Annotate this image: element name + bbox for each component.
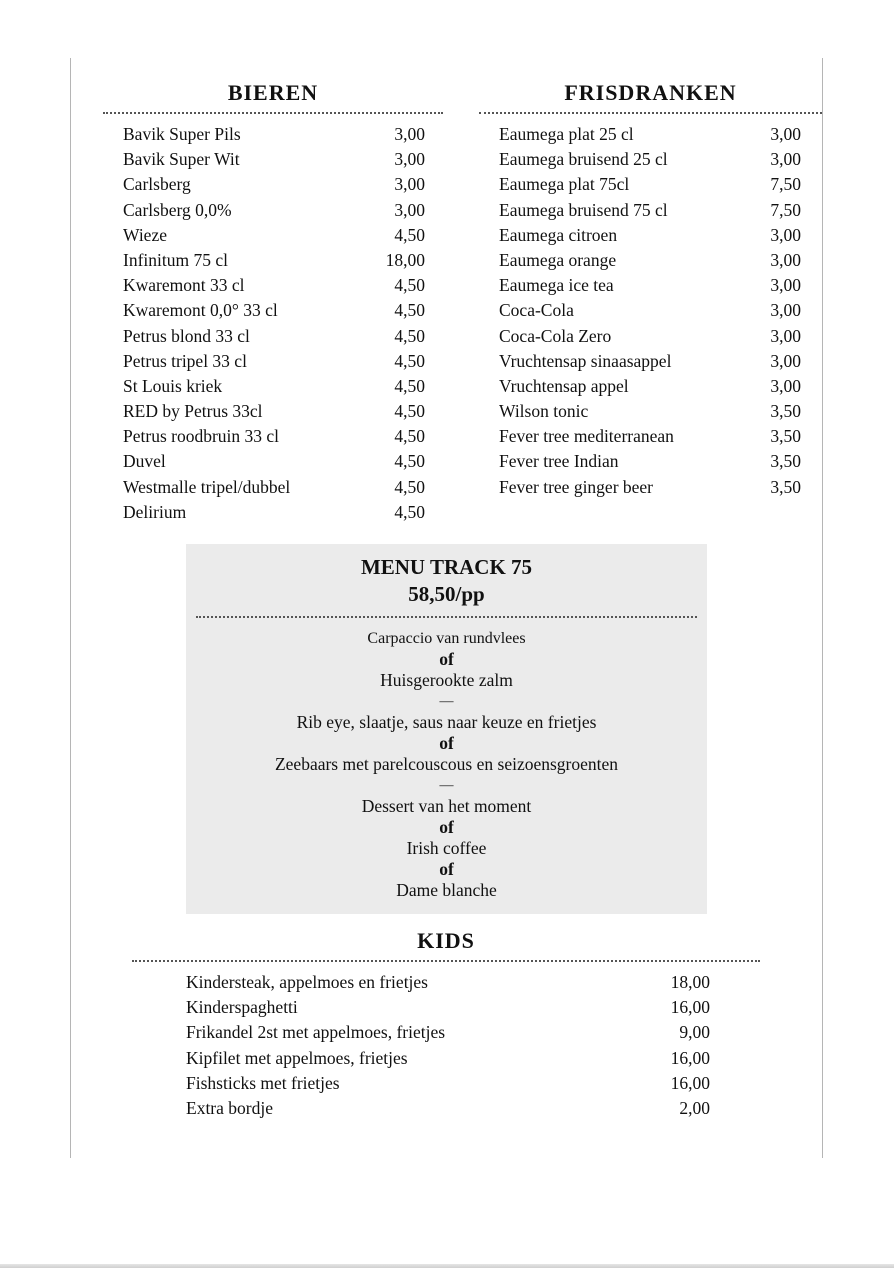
page-bottom-edge [0,1264,894,1268]
item-name: St Louis kriek [123,375,223,396]
item-name: Bavik Super Pils [123,124,241,144]
menu-item-row [103,324,443,349]
item-name: Kwaremont 33 cl [123,275,245,296]
item-price: 4,50 [394,325,425,346]
menu-or-label: of [439,733,454,753]
item-name: Eaumega plat 25 cl [499,124,634,144]
frisdranken-list [479,122,822,500]
menu-dessert-1: Dessert van het moment [361,796,532,816]
menu-item-row [132,970,760,995]
menu-item-row [103,349,443,374]
item-name: Fever tree mediterranean [499,426,674,447]
item-name: Carlsberg 0,0% [123,199,232,220]
menu-item-row [479,449,822,474]
frisdranken-dotted-divider [479,112,822,114]
menu-item-row [103,273,443,298]
item-price: 3,00 [770,275,801,296]
menu-item-row [479,122,822,147]
item-name: Duvel [123,451,166,472]
menu-item-row [479,424,822,449]
menu-track-box [186,544,707,914]
menu-item-row [103,198,443,223]
menu-item-row [479,172,822,197]
item-name: Eaumega bruisend 75 cl [499,199,668,220]
item-price: 4,50 [394,426,425,447]
item-name: Fever tree Indian [499,451,619,472]
menu-item-row [103,122,443,147]
item-name: RED by Petrus 33cl [123,401,263,422]
menu-item-row [479,298,822,323]
item-price: 3,00 [770,149,801,170]
item-name: Eaumega orange [499,249,617,270]
item-price: 3,00 [770,325,801,346]
menu-item-row [479,324,822,349]
item-name: Carlsberg [123,174,191,195]
menu-item-row [103,449,443,474]
item-name: Eaumega citroen [499,224,618,245]
menu-or-label: of [439,649,454,669]
item-name: Westmalle tripel/dubbel [123,476,291,497]
frisdranken-heading: FRISDRANKEN [564,80,737,105]
item-name: Eaumega bruisend 25 cl [499,149,668,170]
menu-item-row [132,1046,760,1071]
menu-item-row [103,399,443,424]
item-price: 4,50 [394,275,425,296]
menu-item-row [103,374,443,399]
menu-item-row [103,147,443,172]
item-name: Delirium [123,501,187,522]
item-price: 3,00 [394,149,425,170]
menu-item-row [479,374,822,399]
menu-main-2: Zeebaars met parelcouscous en seizoensgroenten [274,754,619,774]
menu-course-separator: — [439,778,454,793]
menu-dotted-divider [196,616,697,618]
item-name: Petrus tripel 33 cl [123,350,247,371]
item-price: 4,50 [394,401,425,422]
kids-section [132,926,760,1121]
item-price: 3,50 [770,401,801,422]
kids-heading: KIDS [417,928,475,953]
menu-item-row [132,1020,760,1045]
menu-item-row [132,995,760,1020]
menu-item-row [479,349,822,374]
item-name: Eaumega ice tea [499,275,614,296]
item-name: Fever tree ginger beer [499,476,654,497]
menu-item-row [479,198,822,223]
item-name: Vruchtensap sinaasappel [499,350,672,371]
item-price: 3,00 [394,174,425,195]
kids-dotted-divider [132,960,760,962]
menu-item-row [103,424,443,449]
item-price: 3,00 [770,375,801,396]
item-name: Frikandel 2st met appelmoes, frietjes [186,1022,446,1043]
item-name: Kipfilet met appelmoes, frietjes [186,1047,408,1068]
item-name: Coca-Cola [499,300,574,321]
menu-item-row [132,1071,760,1096]
item-name: Vruchtensap appel [499,375,629,396]
item-price: 4,50 [394,375,425,396]
item-price: 16,00 [670,1072,710,1093]
bieren-list [103,122,443,525]
item-name: Fishsticks met frietjes [186,1072,340,1093]
right-border-line [822,58,823,1158]
item-price: 18,00 [670,972,710,992]
menu-courses [186,628,707,901]
menu-item-row [479,147,822,172]
item-price: 2,00 [679,1097,710,1118]
menu-starter-1: Carpaccio van rundvlees [367,630,526,647]
item-name: Infinitum 75 cl [123,249,228,270]
item-price: 18,00 [385,249,425,270]
item-name: Extra bordje [186,1097,273,1118]
menu-item-row [479,223,822,248]
item-price: 4,50 [394,501,425,522]
bieren-dotted-divider [103,112,443,114]
item-price: 3,00 [770,124,801,144]
item-name: Kinderspaghetti [186,997,298,1018]
menu-or-label: of [439,817,454,837]
item-price: 4,50 [394,476,425,497]
item-price: 3,00 [770,300,801,321]
item-name: Kwaremont 0,0° 33 cl [123,300,278,321]
item-price: 3,00 [770,249,801,270]
item-price: 16,00 [670,997,710,1018]
menu-item-row [479,273,822,298]
item-name: Coca-Cola Zero [499,325,612,346]
menu-main-1: Rib eye, slaatje, saus naar keuze en frietjes [296,712,597,732]
item-price: 9,00 [679,1022,710,1043]
item-price: 4,50 [394,350,425,371]
menu-title: MENU TRACK 75 [360,555,533,579]
menu-item-row [132,1096,760,1121]
menu-dessert-3: Dame blanche [396,880,497,900]
menu-item-row [479,399,822,424]
item-price: 16,00 [670,1047,710,1068]
kids-list [132,970,760,1121]
menu-item-row [103,248,443,273]
menu-item-row [479,475,822,500]
item-name: Wieze [123,224,167,245]
bieren-section [103,78,443,525]
menu-or-label: of [439,859,454,879]
item-price: 4,50 [394,300,425,321]
item-price: 3,00 [770,224,801,245]
item-price: 3,50 [770,426,801,447]
menu-item-row [103,223,443,248]
bieren-heading: BIEREN [227,80,319,105]
item-name: Wilson tonic [499,401,589,422]
menu-item-row [103,500,443,525]
frisdranken-section [479,78,822,500]
item-price: 4,50 [394,224,425,245]
item-price: 7,50 [770,174,801,195]
menu-price: 58,50/pp [408,582,485,606]
menu-starter-2: Huisgerookte zalm [380,670,513,690]
item-name: Petrus blond 33 cl [123,325,250,346]
item-price: 4,50 [394,451,425,472]
menu-item-row [103,172,443,197]
menu-course-separator: — [439,694,454,709]
menu-item-row [479,248,822,273]
item-price: 3,50 [770,476,801,497]
item-price: 3,00 [770,350,801,371]
item-price: 3,00 [394,124,425,144]
item-price: 3,50 [770,451,801,472]
menu-dessert-2: Irish coffee [406,838,487,858]
item-price: 3,00 [394,199,425,220]
item-name: Kindersteak, appelmoes en frietjes [186,972,428,992]
item-price: 7,50 [770,199,801,220]
menu-item-row [103,298,443,323]
item-name: Bavik Super Wit [123,149,240,170]
left-border-line [70,58,71,1158]
item-name: Petrus roodbruin 33 cl [123,426,280,447]
item-name: Eaumega plat 75cl [499,174,630,195]
menu-item-row [103,475,443,500]
